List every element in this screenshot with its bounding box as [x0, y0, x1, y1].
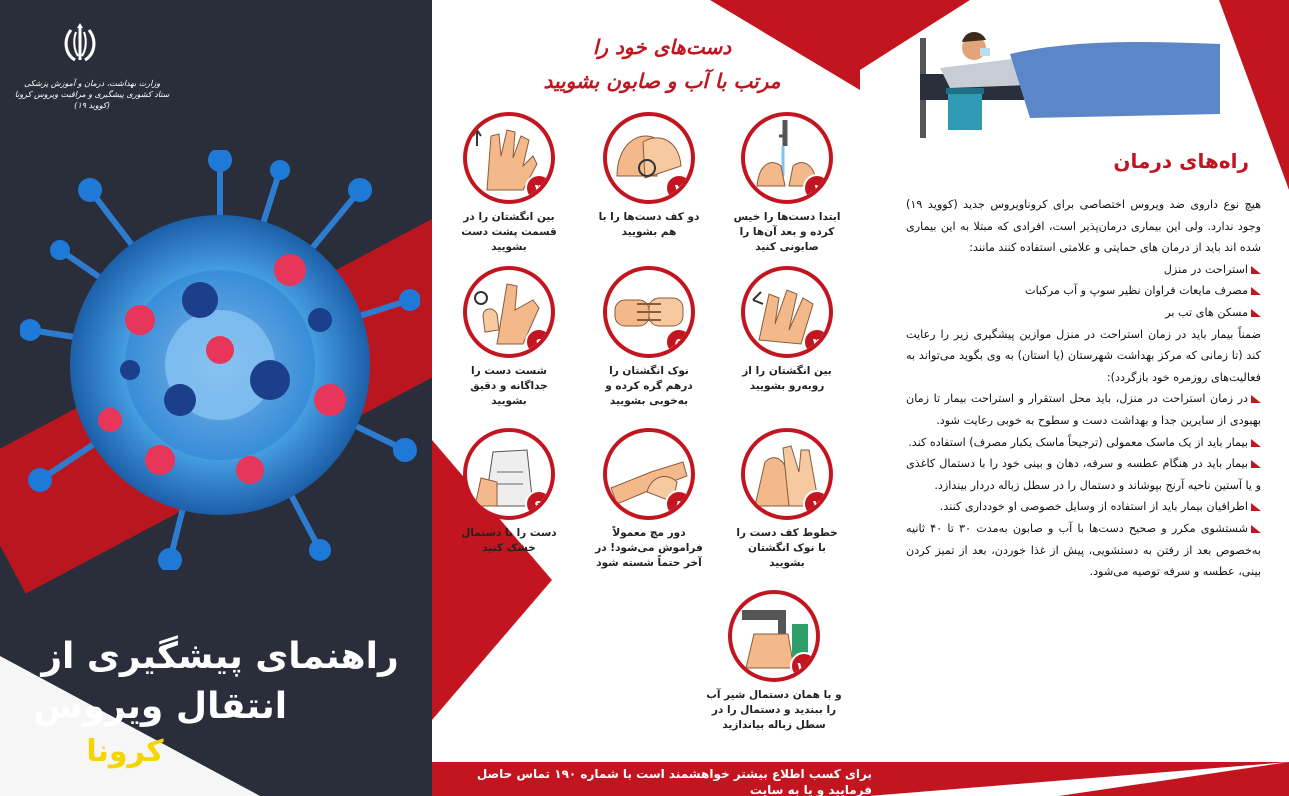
step-caption: دو کف دست‌ها را با هم بشویید: [598, 211, 700, 238]
step-caption: شست دست را جداگانه و دقیق بشویید: [470, 365, 548, 407]
footer-text: برای کسب اطلاع بیشتر خواهشمند است با شماره ۱۹۰ تماس حاصل فرمایید و یا به سایت: [476, 767, 872, 796]
treatment-item: استراحت در منزل: [906, 259, 1261, 281]
step-number: ۴: [803, 328, 831, 356]
step-number: ۶: [525, 328, 553, 356]
treatment-bullet: اطرافیان بیمار باید از استفاده از وسایل خصوصی او خودداری کنند.: [906, 496, 1261, 518]
handwash-step-10: [704, 590, 844, 733]
step-circle: [741, 428, 833, 520]
handwash-step-3: [454, 112, 564, 255]
cover-title-line2: انتقال ویروس: [32, 686, 288, 727]
handwash-step-6: [454, 266, 564, 409]
handwash-title-line1: دست‌های خود را: [592, 35, 732, 59]
step-caption: خطوط کف دست را با نوک انگشتان بشویید: [736, 527, 838, 569]
footer-bar: [432, 762, 1289, 796]
treatment-para2: ضمناً بیمار باید در زمان استراحت در منزل موازین پیشگیری زیر را رعایت کند (تا زمانی که مرکز بهداشت شهرستان (یا استان) به وی بگوید می‌تواند به فعالیت‌های روزمره خود بازگردد):: [906, 327, 1261, 384]
step-circle: [728, 590, 820, 682]
step-caption: نوک انگشتان را درهم گره کرده و به‌خوبی بشویید: [605, 365, 693, 407]
footer-red-decoration: [1059, 762, 1289, 796]
step-circle: [741, 112, 833, 204]
coronavirus-illustration: [20, 150, 420, 570]
cover-panel: [0, 0, 432, 796]
cover-title-line1: راهنمای پیشگیری از: [41, 636, 399, 677]
step-circle: [741, 266, 833, 358]
step-circle: [463, 428, 555, 520]
treatment-body: [906, 194, 1261, 583]
handwash-step-2: [594, 112, 704, 240]
treatment-bullet: بیمار باید از یک ماسک معمولی (ترجیحاً ماسک یکبار مصرف) استفاده کند.: [906, 432, 1261, 454]
handwash-title-line2: مرتب با آب و صابون بشویید: [543, 69, 781, 93]
cover-title-line3: کرونا: [86, 734, 164, 769]
step-caption: بین انگشتان را در قسمت پشت دست بشویید: [461, 211, 557, 253]
step-number: ۱۰: [790, 652, 818, 680]
sick-patient-illustration: [920, 18, 1220, 138]
step-circle: [603, 428, 695, 520]
treatment-item: مسکن های تب بر: [906, 302, 1261, 324]
step-circle: [603, 112, 695, 204]
cover-title: [30, 632, 410, 772]
step-caption: دست را با دستمال خشک کنید: [461, 527, 557, 554]
step-number: ۷: [803, 490, 831, 518]
treatment-title: راه‌های درمان: [1113, 149, 1249, 173]
handwash-title: [512, 30, 812, 98]
treatment-bullet: بیمار باید در هنگام عطسه و سرفه، دهان و بینی خود را با دستمال کاغذی و یا آستین ناحیه آرنج بپوشاند و دستمال را در سطل زباله دردار بیندازد.: [906, 453, 1261, 496]
step-circle: [603, 266, 695, 358]
step-circle: [463, 266, 555, 358]
treatment-panel: [860, 0, 1289, 762]
iran-emblem-icon: [55, 20, 105, 70]
treatment-bullet: در زمان استراحت در منزل، باید محل استقرار و استراحت بیمار تا زمان بهبودی از سایرین جدا و بهداشت دست و سطوح به خوبی رعایت شود.: [906, 388, 1261, 431]
step-caption: ابتدا دست‌ها را خیس کرده و بعد آن‌ها را صابونی کنید: [733, 211, 841, 253]
step-circle: [463, 112, 555, 204]
step-number: ۸: [665, 490, 693, 518]
step-number: ۳: [525, 174, 553, 202]
handwash-step-5: [594, 266, 704, 409]
step-number: ۵: [665, 328, 693, 356]
handwash-step-4: [732, 266, 842, 394]
treatment-item: مصرف مایعات فراوان نظیر سوپ و آب مرکبات: [906, 280, 1261, 302]
ministry-caption: [12, 78, 172, 111]
handwash-step-9: [454, 428, 564, 556]
step-number: ۹: [525, 490, 553, 518]
handwash-step-8: [594, 428, 704, 571]
treatment-bullet: شستشوی مکرر و صحیح دست‌ها با آب و صابون به‌مدت ۳۰ تا ۴۰ ثانیه به‌خصوص بعد از رفتن به دستشویی، پیش از غذا خوردن، بعد از تمیز کردن بینی، عطسه و سرفه توصیه می‌شود.: [906, 518, 1261, 583]
step-number: ۱: [803, 174, 831, 202]
step-caption: و با همان دستمال شیر آب را ببندید و دستمال را در سطل زباله بیاندازید: [706, 689, 842, 731]
step-caption: دور مچ معمولاً فراموش می‌شود! در آخر حتماً شسته شود: [595, 527, 703, 569]
step-caption: بین انگشتان را از روبه‌رو بشویید: [742, 365, 832, 392]
ministry-line: وزارت بهداشت، درمان و آموزش پزشکی: [23, 79, 161, 88]
handwash-step-7: [732, 428, 842, 571]
step-number: ۲: [665, 174, 693, 202]
handwash-step-1: [732, 112, 842, 255]
handwash-panel: [432, 0, 860, 796]
ministry-line: ستاد کشوری پیشگیری و مراقبت ویروس کرونا (کووید ۱۹): [14, 90, 170, 110]
treatment-intro: هیچ نوع داروی ضد ویروس اختصاصی برای کروناویروس جدید (کووید ۱۹) وجود ندارد. ولی این بیماری درمان‌پذیر است، افرادی که مبتلا به این بیماری شده اند باید از درمان های حمایتی و علامتی استفاده کنند مانند:: [906, 198, 1261, 255]
